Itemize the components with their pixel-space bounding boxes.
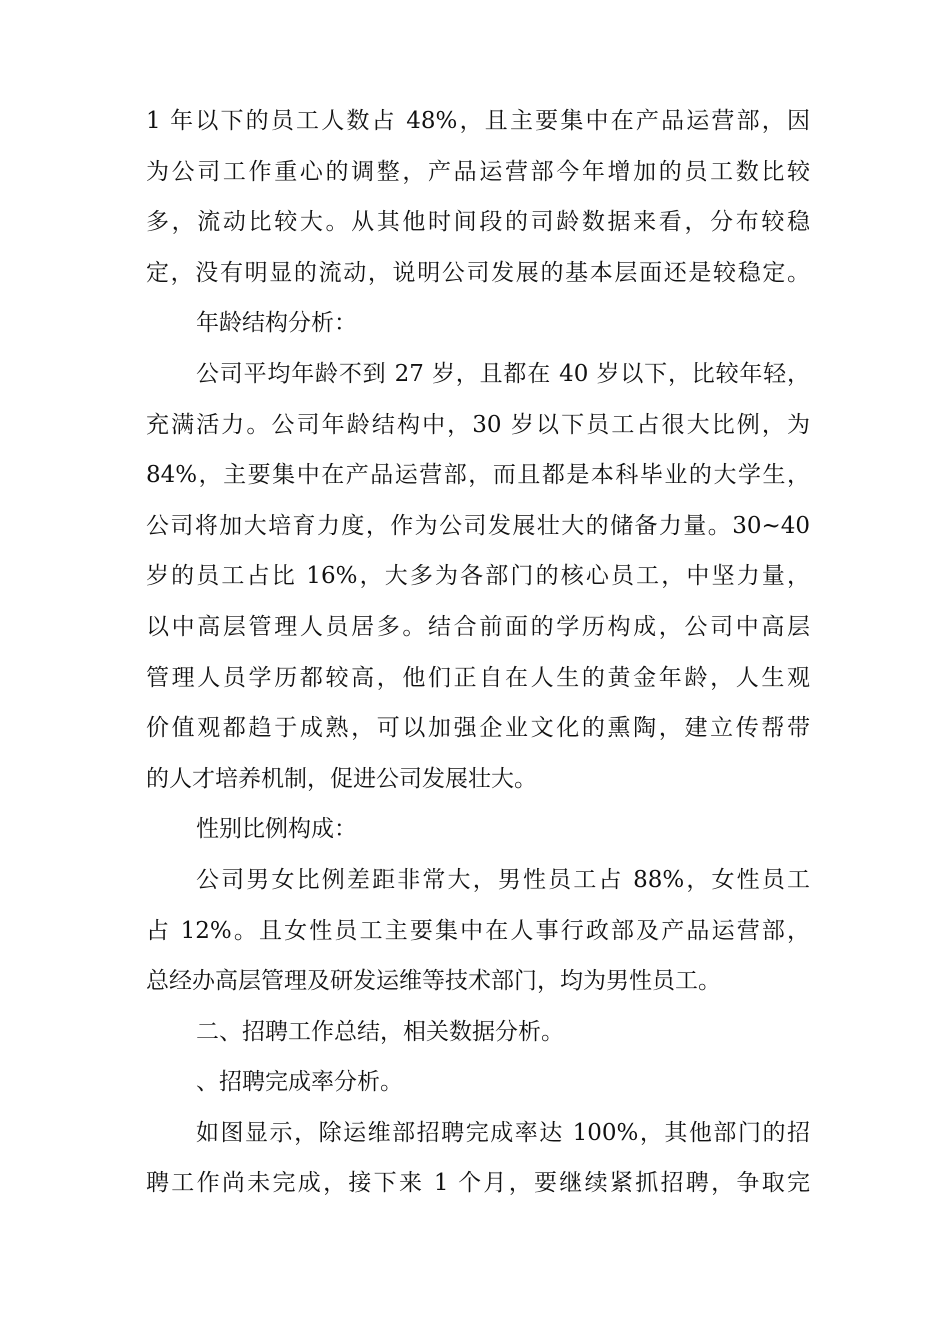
paragraph-line: 岁的员工占比 16%，大多为各部门的核心员工，中坚力量， — [146, 563, 810, 590]
section-heading-gender-ratio: 性别比例构成： — [196, 816, 357, 843]
subsection-heading-completion-rate: 、招聘完成率分析。 — [196, 1069, 403, 1096]
paragraph-line: 定，没有明显的流动，说明公司发展的基本层面还是较稳定。 — [146, 259, 810, 286]
paragraph-line: 如图显示，除运维部招聘完成率达 100%，其他部门的招 — [196, 1119, 810, 1146]
paragraph-line: 公司男女比例差距非常大，男性员工占 88%，女性员工 — [196, 866, 810, 893]
paragraph-line: 价值观都趋于成熟，可以加强企业文化的熏陶，建立传帮带 — [146, 715, 810, 742]
section-heading-recruitment-summary: 二、招聘工作总结，相关数据分析。 — [196, 1018, 564, 1045]
paragraph-line: 充满活力。公司年龄结构中，30 岁以下员工占很大比例，为 — [146, 411, 810, 438]
paragraph-line: 为公司工作重心的调整，产品运营部今年增加的员工数比较 — [146, 158, 810, 185]
paragraph-line: 占 12%。且女性员工主要集中在人事行政部及产品运营部， — [146, 917, 810, 944]
paragraph-line: 公司平均年龄不到 27 岁，且都在 40 岁以下，比较年轻， — [196, 360, 810, 387]
paragraph-line: 84%，主要集中在产品运营部，而且都是本科毕业的大学生， — [146, 462, 810, 489]
paragraph-line: 的人才培养机制，促进公司发展壮大。 — [146, 765, 537, 792]
paragraph-line: 以中高层管理人员居多。结合前面的学历构成，公司中高层 — [146, 613, 810, 640]
paragraph-line: 多，流动比较大。从其他时间段的司龄数据来看，分布较稳 — [146, 209, 810, 236]
section-heading-age-structure: 年龄结构分析： — [196, 310, 357, 337]
document-body — [146, 96, 810, 1209]
paragraph-line: 聘工作尚未完成，接下来 1 个月，要继续紧抓招聘，争取完 — [146, 1170, 810, 1197]
paragraph-line: 总经办高层管理及研发运维等技术部门，均为男性员工。 — [146, 968, 721, 995]
paragraph-line: 公司将加大培育力度，作为公司发展壮大的储备力量。30~40 — [146, 512, 810, 539]
paragraph-line: 管理人员学历都较高，他们正自在人生的黄金年龄，人生观 — [146, 664, 810, 691]
paragraph-line: 1 年以下的员工人数占 48%，且主要集中在产品运营部，因 — [146, 108, 810, 134]
